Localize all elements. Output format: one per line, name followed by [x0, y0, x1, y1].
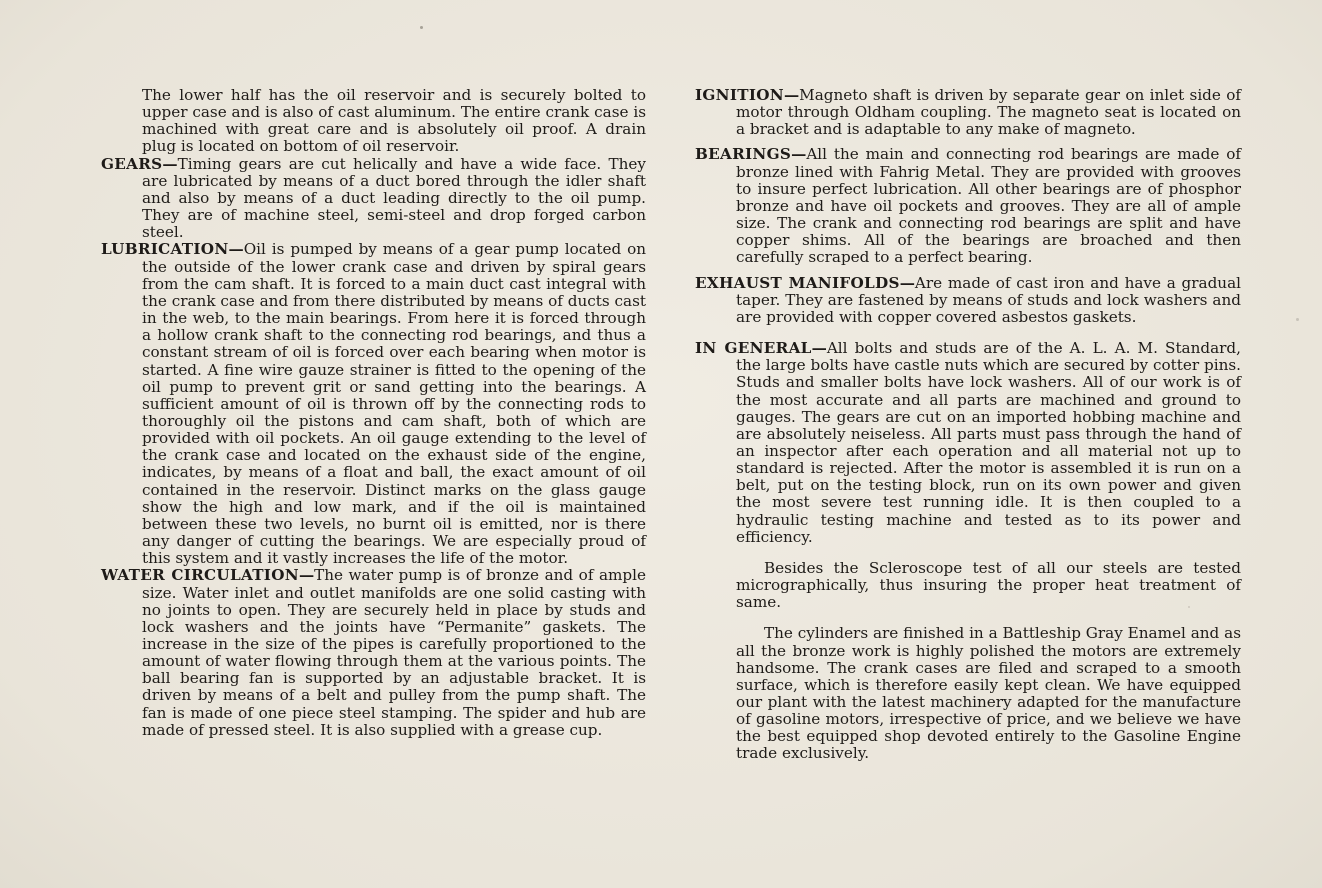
heading-dash: — — [162, 154, 178, 173]
cylinders-paragraph: The cylinders are finished in a Battleship Gray Enamel and as all the bronze work is highly polished the motors are extremely handsome. The crank cases are filed and scraped to a smooth surface, which is therefore easily kept clean. We have equipped our plant with the latest machinery adapted for the manufacture of gasoline motors, irrespective of price, and we believe we have the best equipped shop devoted entirely to the Gasoline Engine trade exclusively. — [736, 624, 1241, 763]
section-ignition — [695, 87, 1241, 138]
section-heading: IN GENERAL — [695, 339, 812, 358]
section-exhaust-manifolds — [695, 275, 1241, 326]
heading-dash: — — [899, 273, 915, 292]
section-bearings — [695, 146, 1241, 266]
section-heading: EXHAUST MANIFOLDS — [695, 273, 900, 292]
section-text: All the main and connecting rod bearings are made of bronze lined with Fahrig Metal. They are provided with grooves to insure perfect lubrication. All other bearings are of phosphor bronze and have oil pockets and grooves. They are all of ample size. The crank and connecting rod bearings are split and have copper shims. All of the bearings are broached and then carefully scraped to a perfect bearing. — [736, 145, 1241, 267]
section-heading: GEARS — [101, 154, 163, 173]
section-text: Magneto shaft is driven by separate gear on inlet side of motor through Oldham coupling. The magneto seat is located on a bracket and is adaptable to any make of magneto. — [736, 86, 1241, 139]
section-text: Are made of cast iron and have a gradual taper. They are fastened by means of studs and lock washers and are provided with copper covered asbestos gaskets. — [736, 273, 1241, 326]
heading-dash: — — [228, 240, 244, 259]
section-lubrication — [101, 241, 646, 567]
section-gears — [101, 156, 646, 242]
heading-dash: — — [791, 145, 807, 164]
scleroscope-paragraph: Besides the Scleroscope test of all our steels are tested micrographically, thus insuring the proper heat treatment of same. — [736, 558, 1241, 612]
intro-paragraph: The lower half has the oil reservoir and is securely bolted to upper case and is also of cast aluminum. The entire crank case is machined with great care and is absolutely oil proof. A drain plug is located on bottom of oil reservoir. — [142, 86, 646, 156]
section-heading: LUBRICATION — [101, 240, 229, 259]
section-in-general — [695, 340, 1241, 546]
section-heading: IGNITION — [695, 86, 784, 104]
section-text: The water pump is of bronze and of ample size. Water inlet and outlet manifolds are one solid casting with no joints to open. They are securely held in place by studs and lock washers and the joints have “Permanite” gaskets. The increase in the size of the pipes is carefully proportioned to the amount of water flowing through them at the various points. The ball bearing fan is supported by an adjustable bracket. It is driven by means of a belt and pulley from the pump shaft. The fan is made of one piece steel stamping. The spider and hub are made of pressed steel. It is also supplied with a grease cup. — [142, 566, 647, 739]
section-water-circulation — [101, 567, 646, 739]
paper-speck — [1296, 318, 1299, 321]
left-column — [101, 87, 646, 739]
section-text: All bolts and studs are of the A. L. A. M. Standard, the large bolts have castle nuts which are secured by cotter pins. Studs and smaller bolts have lock washers. All of our work is of the most accurate and all parts are machined and ground to gauges. The gears are cut on an imported hobbing machine and are absolutely neiseless. All parts must pass through the hand of an inspector after each operation and all material not up to standard is rejected. After the motor is assembled it is run on a belt, put on the testing block, run on its own power and given the most severe test running idle. It is then coupled to a hydraulic testing machine and tested as to its power and efficiency. — [736, 339, 1241, 546]
right-column — [695, 87, 1241, 763]
paper-speck — [420, 26, 423, 29]
heading-dash: — — [783, 86, 800, 104]
heading-dash: — — [811, 339, 827, 358]
heading-dash: — — [298, 566, 315, 585]
section-heading: BEARINGS — [695, 145, 792, 164]
section-text: Oil is pumped by means of a gear pump located on the outside of the lower crank case and driven by spiral gears from the cam shaft. It is forced to a main duct cast integral with the crank case and from there distributed by means of ducts cast in the web, to the main bearings. From here it is forced through a hollow crank shaft to the connecting rod bearings, and thus a constant stream of oil is forced over each bearing when motor is started. A fine wire gauze strainer is fitted to the opening of the oil pump to prevent grit or sand getting into the bearings. A sufficient amount of oil is thrown off by the connecting rods to thoroughly oil the pistons and cam shaft, both of which are provided with oil pockets. An oil gauge extending to the level of the crank case and located on the exhaust side of the engine, indicates, by means of a float and ball, the exact amount of oil contained in the reservoir. Distinct marks on the glass gauge show the high and low mark, and if the oil is maintained between these two levels, no burnt oil is emitted, nor is there any danger of cutting the bearings. We are especially proud of this system and it vastly increases the life of the motor. — [142, 240, 646, 568]
section-text: Timing gears are cut helically and have a wide face. They are lubricated by means of a duct bored through the idler shaft and also by means of a duct leading directly to the oil pump. They are of machine steel, semi-steel and drop forged carbon steel. — [142, 154, 646, 242]
section-heading: WATER CIRCULATION — [101, 566, 299, 585]
